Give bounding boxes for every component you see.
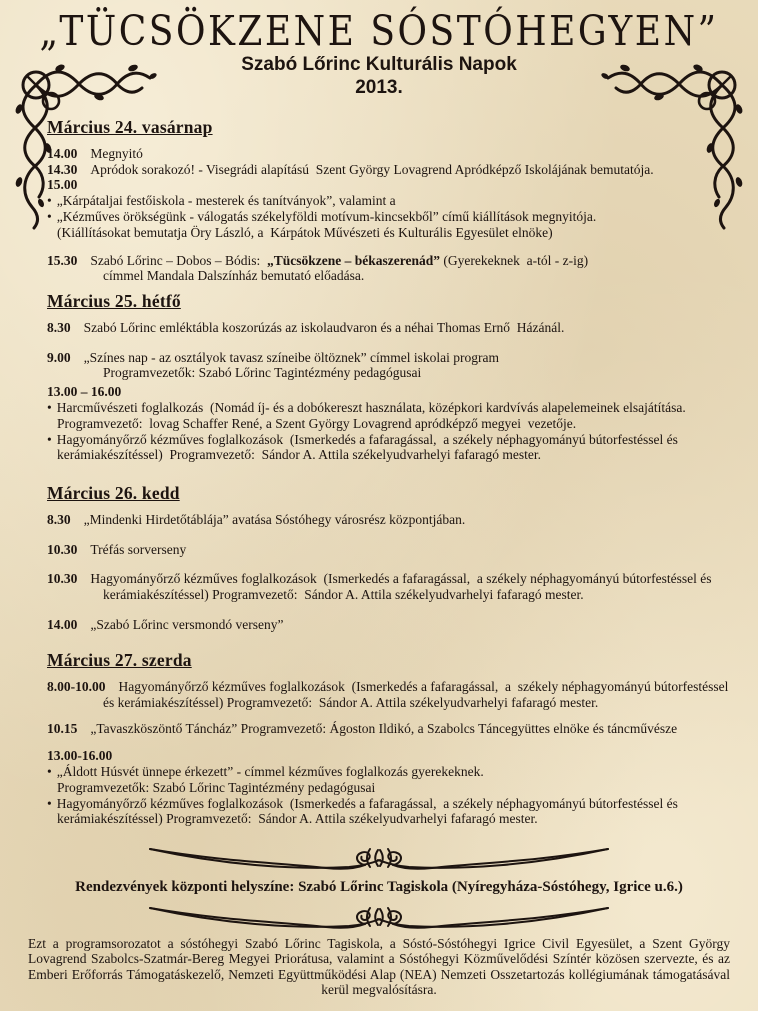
time-label: 10.15 (47, 721, 78, 737)
program-text-line2: Programvezetők: Szabó Lőrinc Tagintézmény pedagógusai (103, 365, 422, 381)
program-text-line2: címmel Mandala Dalszínház bemutató előadása. (103, 268, 365, 284)
program-text: Hagyományőrző kézműves foglalkozások (Ismerkedés a fafaragással, a székely néphagyományú bútorfestéssel és kerámiakészítéssel) Programvezető: Sándor A. Attila székelyudvarhelyi fafaragó mester. (103, 678, 732, 710)
program-text: Megnyitó (90, 145, 143, 161)
section-heading: Március 25. hétfő (47, 291, 181, 311)
program-text: Hagyományőrző kézműves foglalkozások (Ismerkedés a fafaragással, a székely néphagyományú bútorfestéssel és kerámiakészítéssel) Programvezető: Sándor A. Attila székelyudvarhelyi fafaragó mester. (56, 431, 682, 463)
time-label: 13.00-16.00 (47, 748, 113, 764)
time-label: 8.30 (47, 319, 71, 335)
program-row (47, 512, 738, 528)
divider-flourish-icon (144, 901, 614, 938)
program-text: Tréfás sorverseny (90, 541, 187, 557)
program-text: Harcművészeti foglalkozás (Nomád íj- és a dobókereszt használata, középkori kardvívás alapelemeinek elsajátítása. Programvezető: lovag Schaffer René, a Szent György Lovagrend apródképző megyei vezetője. (56, 399, 693, 431)
program-text: „Mindenki Hirdetőtáblája” avatása Sóstóhegy városrész központjában. (83, 511, 466, 527)
section-march-26 (47, 483, 738, 633)
program-text: Apródok sorakozó! - Visegrádi alapítású Szent György Lovagrend Apródképző Iskolájának bemutatója. (90, 161, 654, 177)
venue-line: Rendezvények központi helyszíne: Szabó Lőrinc Tagiskola (Nyíregyháza-Sóstóhegy, Igrice u.6.) (75, 879, 683, 895)
bullet-item (47, 764, 738, 796)
program-text: Szabó Lőrinc emléktábla koszorúzás az iskolaudvaron és a néhai Thomas Ernő Házánál. (83, 319, 565, 335)
time-label: 15.00 (47, 177, 78, 193)
program-text: (Gyerekeknek a-tól - z-ig) (440, 252, 589, 268)
section-heading: Március 27. szerda (47, 650, 192, 670)
time-label: 14.00 (47, 145, 78, 161)
bullet-item (47, 193, 738, 209)
time-label: 14.30 (47, 161, 78, 177)
program-row (47, 177, 738, 193)
program-row (47, 162, 738, 178)
credits-paragraph: Ezt a programsorozatot a sóstóhegyi Szabó Lőrinc Tagiskola, a Sóstó-Sóstóhegyi Igrice Civil Egyesület, a Szent György Lovagrend Szabolcs-Szatmár-Bereg Megyei Priorátusa, valamint a Sóstóhegyi Közművelődési Színtér közösen szervezte, és az Emberi Erőforrás Támogatáskezelő, Nemzeti Együttműködési Alap (NEA) Nemzeti Osszetartozás kollégiumának támogatásával kerül megvalósításra. (28, 936, 730, 998)
page-subtitle: Szabó Lőrinc Kulturális Napok (241, 54, 517, 75)
program-row (47, 253, 738, 285)
bullet-icon: • (47, 763, 52, 779)
time-label: 10.30 (47, 571, 78, 587)
section-march-24 (47, 117, 738, 284)
section-heading: Március 26. kedd (47, 483, 180, 503)
program-text: „Kézműves örökségünk - válogatás székelyföldi motívum-kincsekből” című kiállítások megnyitója. (56, 208, 597, 224)
program-text: Hagyományőrző kézműves foglalkozások (Ismerkedés a fafaragással, a székely néphagyományú bútorfestéssel és kerámiakészítéssel) Programvezető: Sándor A. Attila székelyudvarhelyi fafaragó mester. (90, 571, 715, 603)
program-row (47, 571, 738, 603)
program-row (47, 617, 738, 633)
program-text: Hagyományőrző kézműves foglalkozások (Ismerkedés a fafaragással, a székely néphagyományú bútorfestéssel és kerámiakészítéssel) Programvezető: Sándor A. Attila székelyudvarhelyi fafaragó mester. (56, 795, 682, 827)
program-text: „Tavaszköszöntő Táncház” Programvezető: Ágoston Ildikó, a Szabolcs Táncegyüttes elnöke és táncművésze (90, 721, 678, 737)
bullet-item (47, 432, 738, 464)
time-label: 13.00 – 16.00 (47, 384, 122, 400)
bullet-item (47, 796, 738, 828)
bullet-item (47, 400, 738, 432)
header (0, 8, 758, 99)
bullet-icon: • (47, 399, 52, 415)
program-row (47, 350, 738, 382)
section-march-27 (47, 650, 738, 827)
program-row (47, 721, 738, 737)
time-label: 15.30 (47, 252, 78, 268)
program-text-bold: „Tücsökzene – békaszerenád” (267, 252, 441, 268)
program-row (47, 542, 738, 558)
time-label: 10.30 (47, 541, 78, 557)
program-row (47, 679, 738, 711)
program-text: „Kárpátaljai festőiskola - mesterek és tanítványok”, valamint a (56, 193, 396, 209)
section-heading: Március 24. vasárnap (47, 117, 213, 137)
time-label: 14.00 (47, 616, 78, 632)
program-row (47, 320, 738, 336)
program-subtext: (Kiállításokat bemutatja Öry László, a Kárpátok Művészeti és Kulturális Egyesület elnöke) (57, 224, 553, 240)
bullet-icon: • (47, 193, 52, 209)
program-row (47, 384, 738, 400)
program-text: „Szabó Lőrinc versmondó verseny” (90, 616, 284, 632)
program-text: Szabó Lőrinc – Dobos – Bódis: (90, 252, 267, 268)
time-label: 8.00-10.00 (47, 678, 106, 694)
page-year: 2013. (355, 77, 403, 98)
program-text: „Színes nap - az osztályok tavasz színeibe öltöznek” címmel iskolai program (83, 349, 499, 365)
bullet-icon: • (47, 431, 52, 447)
section-march-25 (47, 291, 738, 463)
program-text: „Áldott Húsvét ünnepe érkezett” - címmel kézműves foglalkozás gyerekeknek. (56, 763, 484, 779)
bullet-item (47, 209, 738, 241)
page-title: „TÜCSÖKZENE SÓSTÓHEGYEN” (39, 8, 719, 56)
program-text-line2: Programvezetők: Szabó Lőrinc Tagintézmény pedagógusai (57, 779, 376, 795)
program-row (47, 146, 738, 162)
bullet-icon: • (47, 208, 52, 224)
program-row (47, 748, 738, 764)
time-label: 9.00 (47, 349, 71, 365)
time-label: 8.30 (47, 511, 71, 527)
divider-flourish-icon (144, 842, 614, 879)
bullet-icon: • (47, 795, 52, 811)
